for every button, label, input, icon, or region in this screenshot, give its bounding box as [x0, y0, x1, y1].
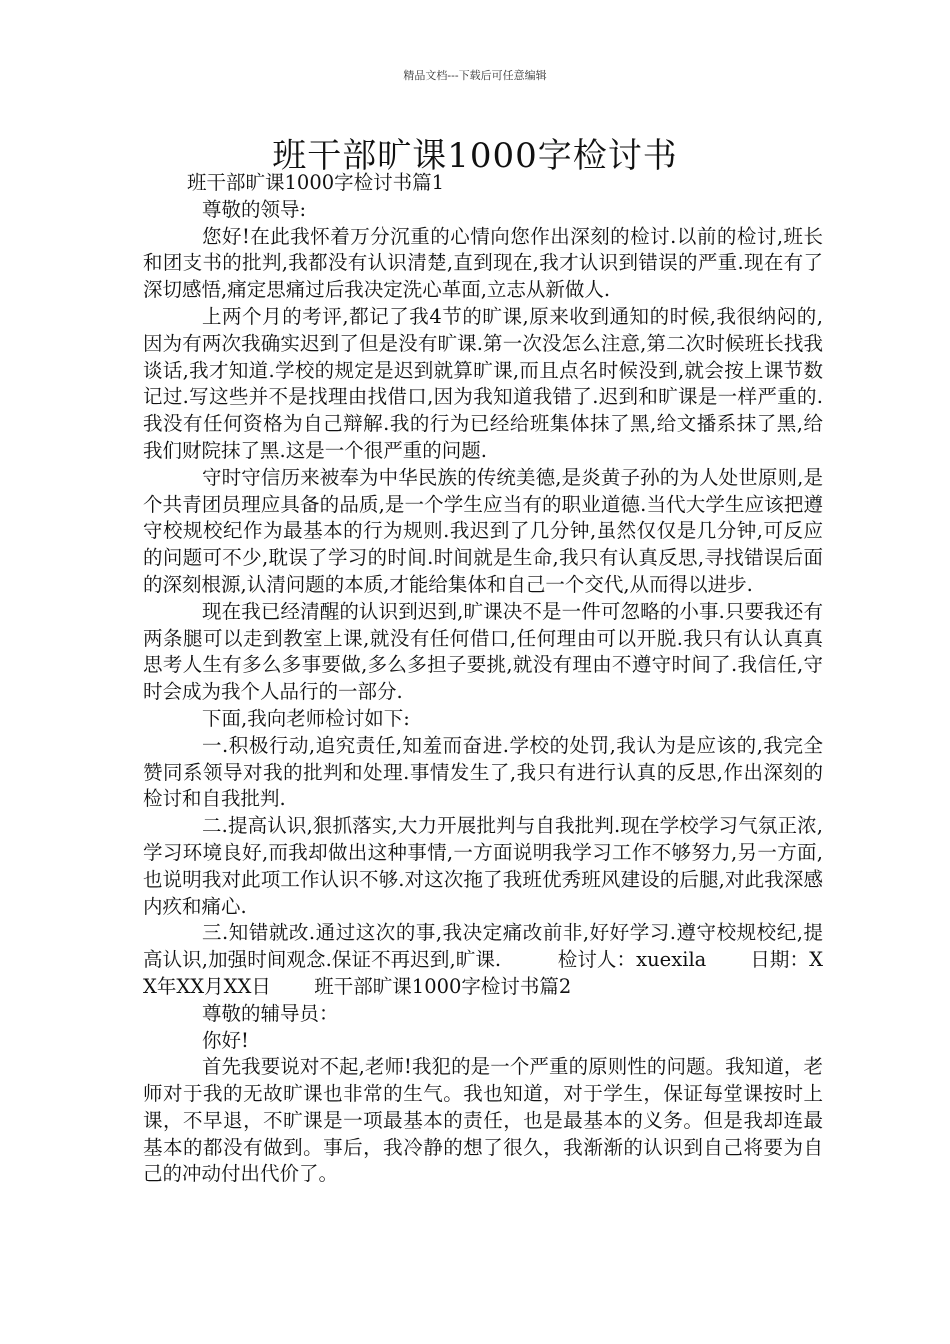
header-note: 精品文档---下载后可任意编辑	[403, 69, 547, 82]
list-item-3: 三.知错就改.通过这次的事,我决定痛改前非,好好学习.遵守校规校纪,提高认识,加强时间观念.保证不再迟到,旷课. 检讨人：xuexila 日期：XX年XX月XX日 班干部旷课1000字检讨书篇2	[143, 921, 823, 998]
section-heading-1: 班干部旷课1000字检讨书篇1	[187, 171, 445, 194]
body-paragraph: 现在我已经清醒的认识到迟到,旷课决不是一件可忽略的小事.只要我还有两条腿可以走到教室上课,就没有任何借口,任何理由可以开脱.我只有认认真真思考人生有多么多事要做,多么多担子要挑,就没有理由不遵守时间了.我信任,守时会成为我个人品行的一部分.	[143, 599, 823, 704]
list-item-2: 二.提高认识,狠抓落实,大力开展批判与自我批判.现在学校学习气氛正浓,学习环境良好,而我却做出这种事情,一方面说明我学习工作不够努力,另一方面,也说明我对此项工作认识不够.对这次拖了我班优秀班风建设的后腿,对此我深感内疚和痛心.	[143, 814, 823, 918]
body-paragraph: 下面,我向老师检讨如下:	[202, 706, 410, 730]
body-paragraph: 首先我要说对不起,老师!我犯的是一个严重的原则性的问题。我知道，老师对于我的无故旷课也非常的生气。我也知道，对于学生，保证每堂课按时上课，不早退，不旷课是一项最基本的责任，也是最基本的义务。但是我却连最基本的都没有做到。事后，我冷静的想了很久，我渐渐的认识到自己将要为自己的冲动付出代价了。	[143, 1055, 823, 1186]
salutation-1: 尊敬的领导:	[202, 197, 307, 221]
list-item-1: 一.积极行动,追究责任,知羞而奋进.学校的处罚,我认为是应该的,我完全赞同系领导对我的批判和处理.事情发生了,我只有进行认真的反思,作出深刻的检讨和自我批判.	[143, 733, 823, 811]
greeting: 你好!	[202, 1028, 249, 1052]
document-title: 班干部旷课1000字检讨书	[272, 136, 678, 176]
body-paragraph: 守时守信历来被奉为中华民族的传统美德,是炎黄子孙的为人处世原则,是个共青团员理应具备的品质,是一个学生应当有的职业道德.当代大学生应该把遵守校规校纪作为最基本的行为规则.我迟到了几分钟,虽然仅仅是几分钟,可反应的问题可不少,耽误了学习的时间.时间就是生命,我只有认真反思,寻找错误后面的深刻根源,认清问题的本质,才能给集体和自己一个交代,从而得以进步.	[143, 465, 823, 596]
document-body	[143, 170, 823, 1188]
salutation-2: 尊敬的辅导员：	[202, 1001, 339, 1025]
body-paragraph: 您好!在此我怀着万分沉重的心情向您作出深刻的检讨.以前的检讨,班长和团支书的批判,我都没有认识清楚,直到现在,我才认识到错误的严重.现在有了深切感悟,痛定思痛过后我决定洗心革面,立志从新做人.	[143, 224, 823, 302]
body-paragraph: 上两个月的考评,都记了我4节的旷课,原来收到通知的时候,我很纳闷的,因为有两次我确实迟到了但是没有旷课.第一次没怎么注意,第二次时候班长找我谈话,我才知道.学校的规定是迟到就算旷课,而且点名时候没到,就会按上课节数记过.写这些并不是找理由找借口,因为我知道我错了.迟到和旷课是一样严重的.我没有任何资格为自己辩解.我的行为已经给班集体抹了黑,给文播系抹了黑,给我们财院抹了黑.这是一个很严重的问题.	[143, 304, 823, 462]
